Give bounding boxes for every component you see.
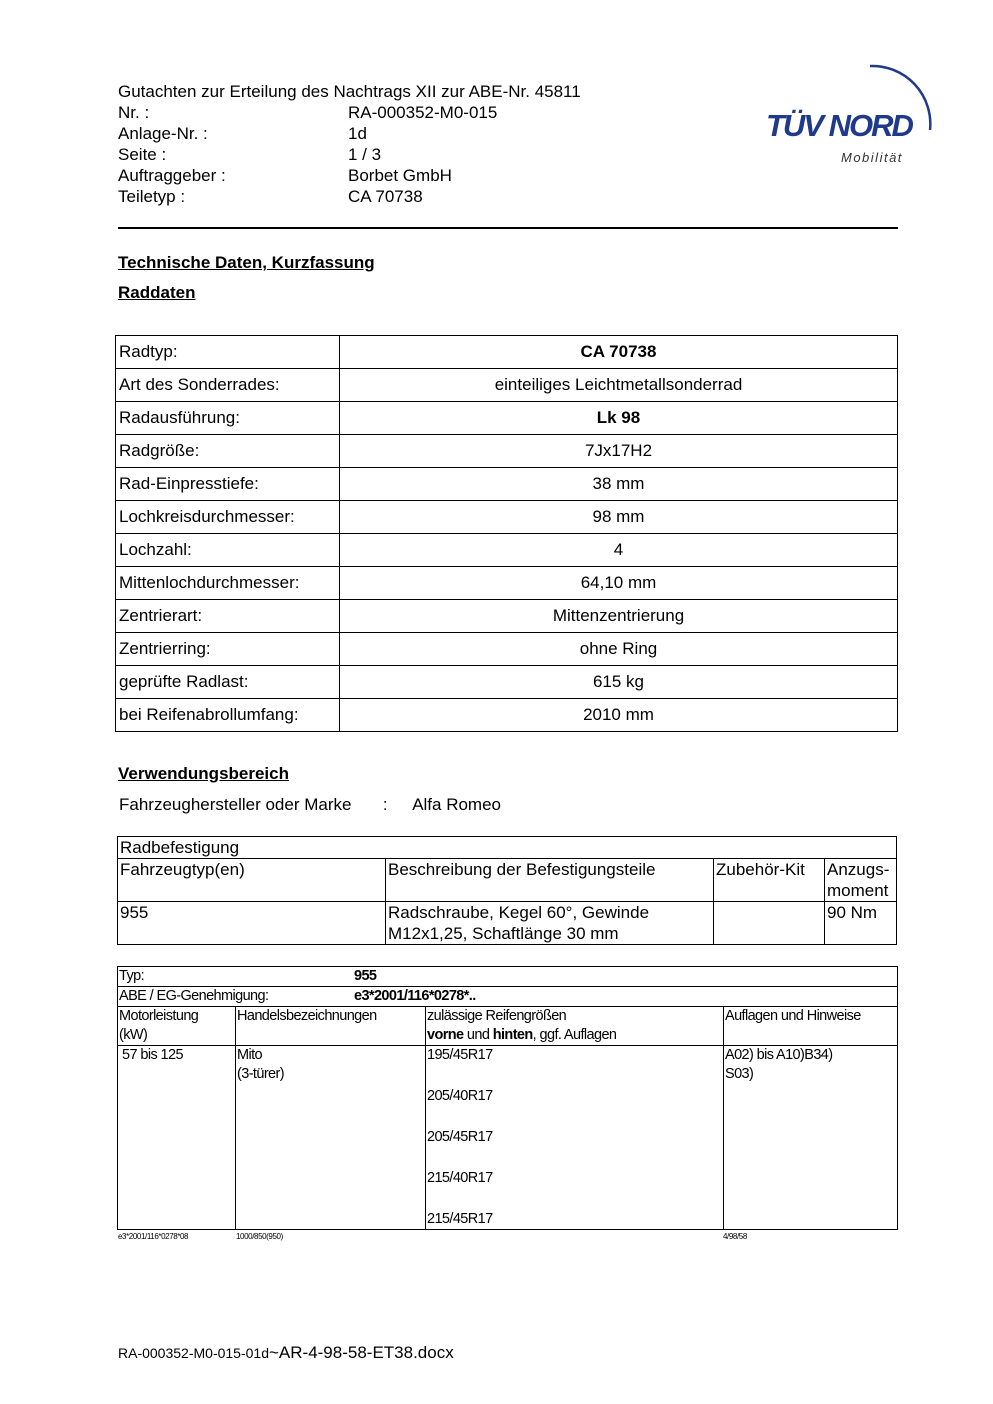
raddaten-table [115, 335, 898, 732]
footer-filename: ~AR-4-98-58-ET38.docx [268, 1343, 454, 1362]
typ-footnote-1: e3*2001/116*0278*08 [118, 1232, 189, 1241]
table-row: Lochkreisdurchmesser: 98 mm [116, 501, 898, 534]
table-row: Lochzahl: 4 [116, 534, 898, 567]
document-header [118, 81, 581, 207]
table-row: geprüfte Radlast: 615 kg [116, 666, 898, 699]
logo-subtitle: Mobilität [841, 150, 903, 165]
hersteller-line [119, 795, 501, 815]
table-row: Fahrzeugtyp(en) Beschreibung der Befestigungsteile Zubehör-Kit Anzugs- moment [118, 859, 897, 902]
typ-table [117, 966, 898, 1230]
tuv-nord-logo: TÜV NORD [766, 108, 912, 143]
header-row-seite: Seite : 1 / 3 [118, 145, 382, 164]
table-row: ABE / EG-Genehmigung: e3*2001/116*0278*.. [118, 987, 898, 1007]
table-row [118, 837, 897, 859]
table-row: Radausführung: Lk 98 [116, 402, 898, 435]
table-row: Typ: 955 [118, 967, 898, 987]
header-row-auftraggeber: Auftraggeber : Borbet GmbH [118, 166, 452, 185]
header-divider [118, 227, 898, 229]
table-row: Rad-Einpresstiefe: 38 mm [116, 468, 898, 501]
typ-footnote-2: 1000/850(950) [236, 1232, 283, 1241]
hersteller-label: Fahrzeughersteller oder Marke [119, 795, 352, 814]
hersteller-value: Alfa Romeo [412, 795, 502, 814]
section-verwendung-title: Verwendungsbereich [118, 764, 289, 783]
table-row: 57 bis 125 Mito (3-türer) 195/45R17 205/40R17 205/45R17 215/40R17 215/45R17 A02) bis A10)B34) S03) [118, 1046, 898, 1230]
radbefestigung-table [117, 836, 897, 945]
section-raddaten-title: Raddaten [118, 283, 196, 302]
header-row-nr: Nr. : RA-000352-M0-015 [118, 103, 498, 122]
table-row: Zentrierring: ohne Ring [116, 633, 898, 666]
radbefestigung-title: Radbefestigung [118, 837, 897, 859]
table-row: Art des Sonderrades: einteiliges Leichtmetallsonderrad [116, 369, 898, 402]
table-row: Mittenlochdurchmesser: 64,10 mm [116, 567, 898, 600]
header-row-anlage: Anlage-Nr. : 1d [118, 124, 367, 143]
footer-doc-id: RA-000352-M0-015-01d [118, 1345, 269, 1361]
document-title: Gutachten zur Erteilung des Nachtrags XII zur ABE-Nr. 45811 [118, 82, 581, 101]
section-tech-title: Technische Daten, Kurzfassung [118, 253, 375, 272]
table-row: 955 Radschraube, Kegel 60°, Gewinde M12x1,25, Schaftlänge 30 mm 90 Nm [118, 902, 897, 945]
header-row-teiletyp: Teiletyp : CA 70738 [118, 187, 423, 206]
table-row: bei Reifenabrollumfang: 2010 mm [116, 699, 898, 732]
hersteller-sep: : [382, 795, 388, 814]
table-row: Radgröße: 7Jx17H2 [116, 435, 898, 468]
table-row: Motorleistung (kW) Handelsbezeichnungen zulässige Reifengrößen vorne und hinten, ggf. Auflagen Auflagen und Hinweise [118, 1007, 898, 1046]
table-row: Radtyp: CA 70738 [116, 336, 898, 369]
typ-footnote-3: 4/98/58 [723, 1232, 747, 1241]
table-row: Zentrierart: Mittenzentrierung [116, 600, 898, 633]
page-footer [118, 1343, 454, 1363]
